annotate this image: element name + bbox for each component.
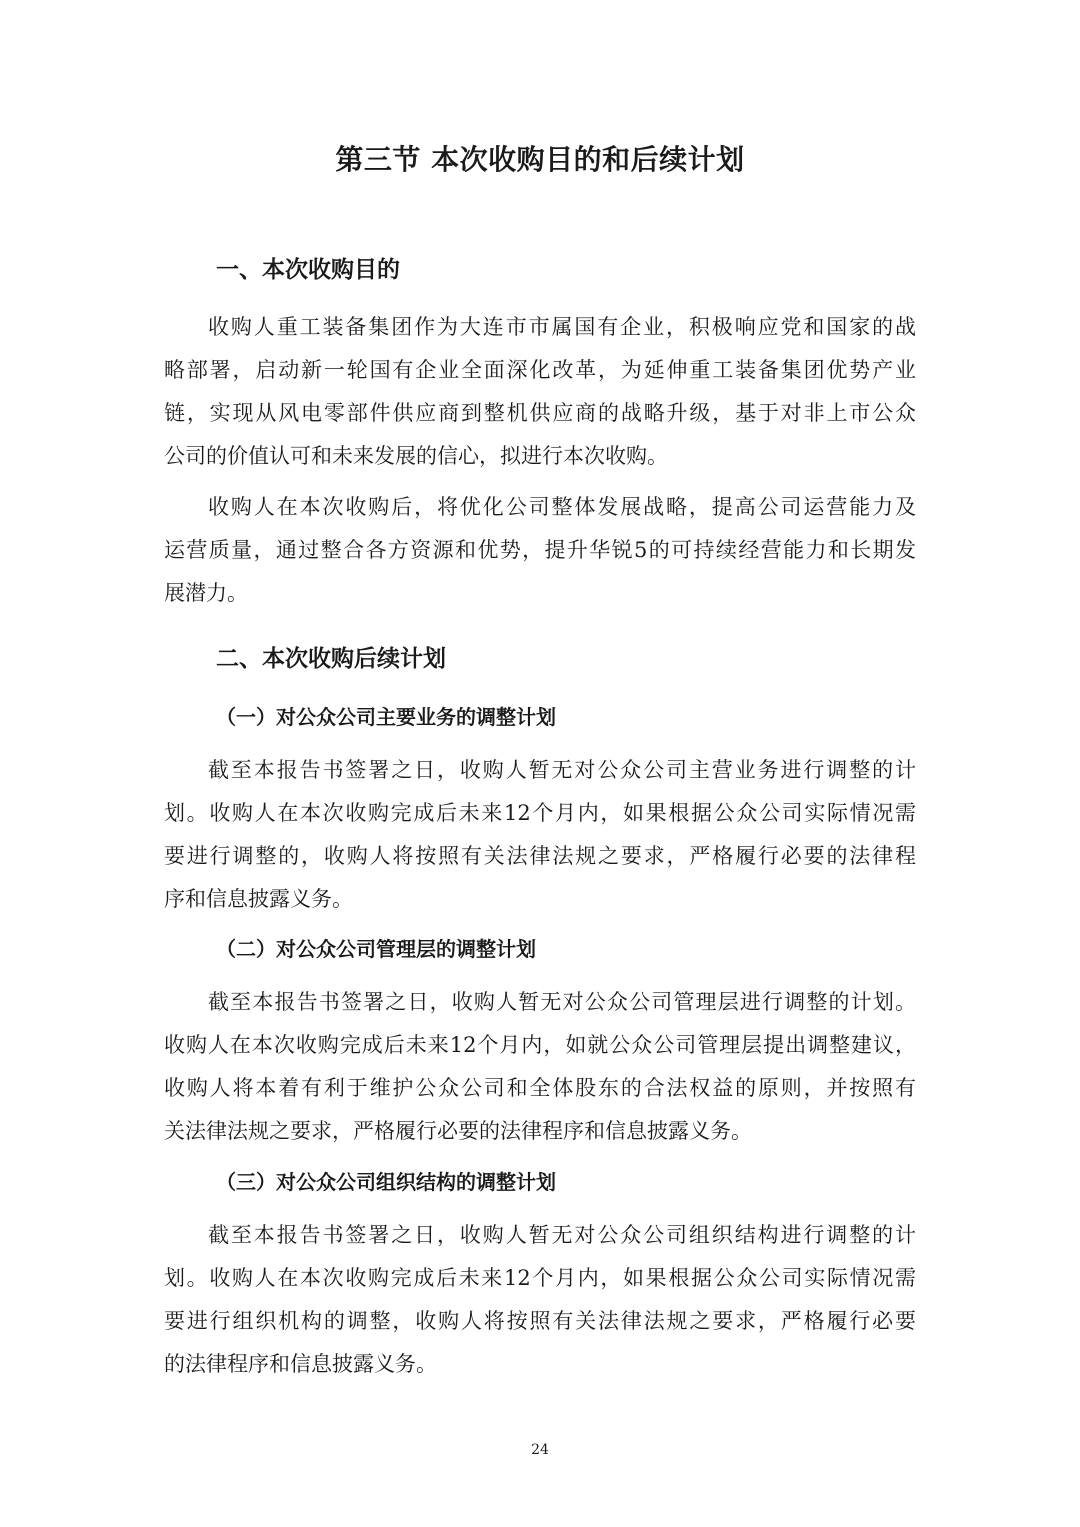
- paragraph-purpose-1: [164, 306, 916, 478]
- paragraph-line: 要进行调整的，收购人将按照有关法律法规之要求，严格履行必要的法律程: [164, 844, 916, 868]
- paragraph-line: 关法律法规之要求，严格履行必要的法律程序和信息披露义务。: [164, 1119, 752, 1143]
- paragraph-purpose-2: [164, 486, 916, 615]
- paragraph-line: 划。收购人在本次收购完成后未来12个月内，如果根据公众公司实际情况需: [164, 801, 916, 825]
- paragraph-line: 的法律程序和信息披露义务。: [164, 1352, 437, 1376]
- chapter-title: 第三节 本次收购目的和后续计划: [335, 143, 745, 176]
- paragraph-line: 略部署，启动新一轮国有企业全面深化改革，为延伸重工装备集团优势产业: [164, 358, 916, 382]
- paragraph-management-plan: [164, 981, 916, 1153]
- paragraph-line: 收购人重工装备集团作为大连市市属国有企业，积极响应党和国家的战: [208, 315, 916, 339]
- paragraph-line: 链，实现从风电零部件供应商到整机供应商的战略升级，基于对非上市公众: [164, 401, 916, 425]
- paragraph-line: 截至本报告书签署之日，收购人暂无对公众公司组织结构进行调整的计: [208, 1223, 916, 1247]
- paragraph-line: 要进行组织机构的调整，收购人将按照有关法律法规之要求，严格履行必要: [164, 1309, 916, 1333]
- paragraph-line: 划。收购人在本次收购完成后未来12个月内，如果根据公众公司实际情况需: [164, 1266, 916, 1290]
- paragraph-line: 展潜力。: [164, 581, 248, 605]
- paragraph-line: 公司的价值认可和未来发展的信心，拟进行本次收购。: [164, 444, 668, 468]
- section-heading-purpose: 一、本次收购目的: [216, 257, 400, 283]
- paragraph-line: 截至本报告书签署之日，收购人暂无对公众公司管理层进行调整的计划。: [208, 990, 916, 1014]
- page-number: 24: [531, 1442, 549, 1458]
- paragraph-line: 收购人将本着有利于维护公众公司和全体股东的合法权益的原则，并按照有: [164, 1076, 916, 1100]
- subsection-heading-management: （二）对公众公司管理层的调整计划: [216, 937, 536, 961]
- paragraph-line: 序和信息披露义务。: [164, 887, 353, 911]
- paragraph-business-plan: [164, 749, 916, 921]
- paragraph-line: 收购人在本次收购完成后未来12个月内，如就公众公司管理层提出调整建议，: [164, 1033, 916, 1057]
- section-heading-follow-up-plan: 二、本次收购后续计划: [216, 646, 446, 672]
- paragraph-line: 收购人在本次收购后，将优化公司整体发展战略，提高公司运营能力及: [208, 495, 916, 519]
- paragraph-line: 运营质量，通过整合各方资源和优势，提升华锐5的可持续经营能力和长期发: [164, 538, 916, 562]
- paragraph-line: 截至本报告书签署之日，收购人暂无对公众公司主营业务进行调整的计: [208, 758, 916, 782]
- subsection-heading-organization: （三）对公众公司组织结构的调整计划: [216, 1170, 556, 1194]
- paragraph-organization-plan: [164, 1214, 916, 1386]
- subsection-heading-business: （一）对公众公司主要业务的调整计划: [216, 705, 556, 729]
